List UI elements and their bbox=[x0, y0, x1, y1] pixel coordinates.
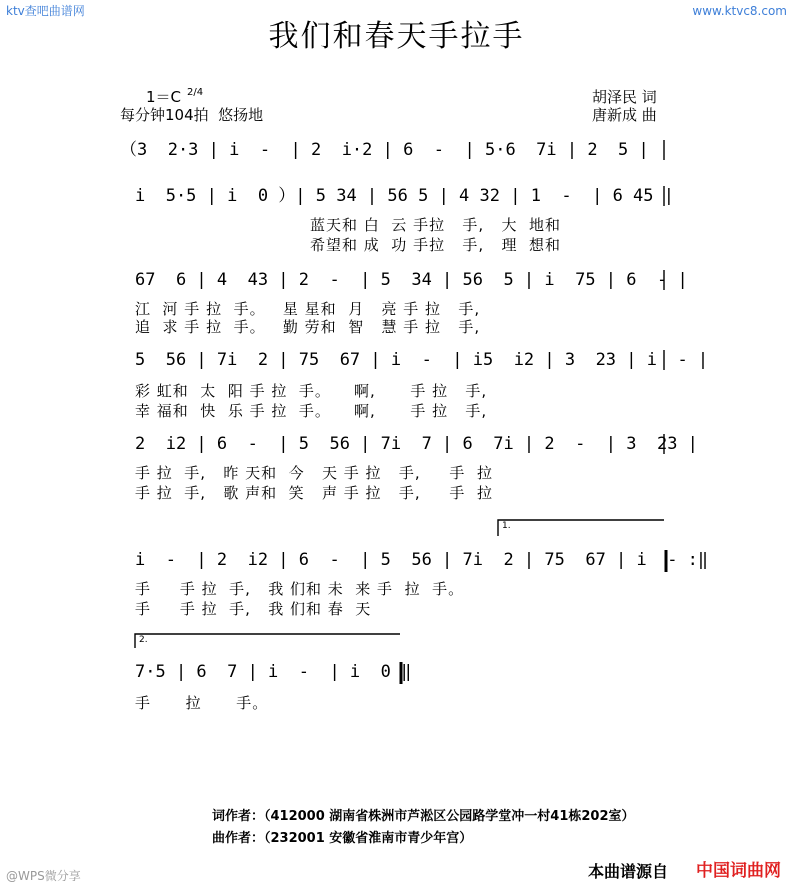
score-line-3-lyrics-2: 追 求 手 拉 手。 勤 劳和 智 慧 手 拉 手, bbox=[135, 318, 481, 336]
score-line-4-notes: 5 56 | 7i 2 | 75 67 | i - | i5 i2 | 3 23 | i - | bbox=[135, 350, 709, 370]
score-line-6-notes: i - | 2 i2 | 6 - | 5 56 | 7i 2 | 75 67 | i - :‖ bbox=[135, 550, 709, 570]
composer-credit: 唐新成 曲 bbox=[592, 106, 657, 124]
lyricist-address: 词作者：（412000 湖南省株洲市芦淞区公园路学堂冲一村41栋202室） bbox=[212, 809, 635, 824]
score-line-3-lyrics-1: 江 河 手 拉 手。 星 星和 月 亮 手 拉 手, bbox=[135, 300, 481, 318]
volta-1-bracket bbox=[498, 520, 664, 536]
volta-2-bracket bbox=[135, 634, 400, 648]
score-line-2-lyrics-2: 希望和 成 功 手拉 手, 理 想和 bbox=[310, 236, 561, 254]
volta-2-label: 2. bbox=[139, 635, 148, 645]
score-line-7-notes: 7·5 | 6 7 | i - | i 0 ‖ bbox=[135, 662, 412, 682]
watermark-top-left: ktv查吧曲谱网 bbox=[6, 4, 85, 18]
time-signature: 2/4 bbox=[187, 87, 204, 98]
score-line-6-lyrics-2: 手 手 拉 手, 我 们和 春 天 bbox=[135, 600, 372, 618]
key-signature: 1＝C bbox=[146, 88, 182, 106]
score-line-5-lyrics-2: 手 拉 手, 歌 声和 笑 声 手 拉 手, 手 拉 bbox=[135, 484, 493, 502]
score-line-2-lyrics-1: 蓝天和 白 云 手拉 手, 大 地和 bbox=[310, 216, 561, 234]
watermark-bottom-left: @WPS微分享 bbox=[6, 869, 81, 883]
score-line-4-lyrics-2: 幸 福和 快 乐 手 拉 手。 啊, 手 拉 手, bbox=[135, 402, 488, 420]
score-line-1-notes: （3 2·3 | i - | 2 i·2 | 6 - | 5·6 7i | 2 5 | bbox=[120, 140, 649, 160]
score-line-5-lyrics-1: 手 拉 手, 昨 天和 今 天 手 拉 手, 手 拉 bbox=[135, 464, 493, 482]
volta-1-label: 1. bbox=[502, 521, 511, 531]
score-line-6-lyrics-1: 手 手 拉 手, 我 们和 未 来 手 拉 手。 bbox=[135, 580, 465, 598]
score-line-7-lyrics-1: 手 拉 手。 bbox=[135, 694, 269, 712]
source-site-link[interactable]: 中国词曲网 bbox=[696, 861, 781, 881]
watermark-top-right: www.ktvc8.com bbox=[692, 4, 787, 18]
score-line-4-lyrics-1: 彩 虹和 太 阳 手 拉 手。 啊, 手 拉 手, bbox=[135, 382, 488, 400]
source-label: 本曲谱源自 bbox=[588, 862, 669, 881]
lyricist-credit: 胡泽民 词 bbox=[592, 88, 657, 106]
score-line-2-notes: i 5·5 | i 0 ）| 5 34 | 56 5 | 4 32 | 1 - | 6 45 | bbox=[135, 186, 674, 206]
composer-address: 曲作者：（232001 安徽省淮南市青少年宫） bbox=[212, 831, 473, 846]
song-title: 我们和春天手拉手 bbox=[268, 19, 525, 54]
score-line-3-notes: 67 6 | 4 43 | 2 - | 5 34 | 56 5 | i 75 | 6 - | bbox=[135, 270, 688, 290]
score-line-5-notes: 2 i2 | 6 - | 5 56 | 7i 7 | 6 7i | 2 - | 3 23 | bbox=[135, 434, 698, 454]
tempo-marking: 每分钟104拍 悠扬地 bbox=[120, 106, 264, 124]
